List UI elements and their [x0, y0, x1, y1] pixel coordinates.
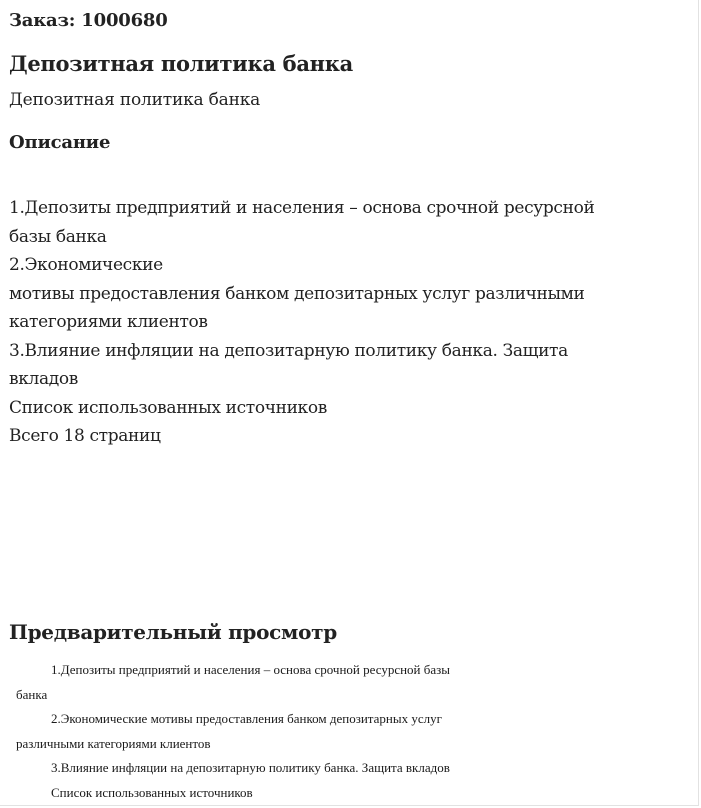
preview-text [16, 658, 498, 805]
preview-line: 1.Депозиты предприятий и населения – основа срочной ресурсной базы [51, 662, 451, 677]
description-heading: Описание [9, 132, 111, 153]
description-line: мотивы предоставления банком депозитарных услуг различными [9, 283, 585, 304]
description-line: вкладов [9, 369, 78, 389]
description-line: категориями клиентов [9, 312, 208, 332]
description-text [9, 194, 679, 451]
page-title: Депозитная политика банка [9, 51, 353, 76]
description-line: базы банка [9, 226, 107, 247]
page-subtitle: Депозитная политика банка [9, 90, 261, 110]
description-line: Список использованных источников [9, 397, 327, 418]
preview-line: банка [16, 686, 48, 702]
preview-line: Список использованных источников [51, 784, 253, 800]
preview-heading: Предварительный просмотр [9, 620, 337, 644]
preview-line: 2.Экономические мотивы предоставления банком депозитарных услуг [51, 711, 442, 726]
description-line: 3.Влияние инфляции на депозитарную политику банка. Защита [9, 340, 568, 361]
order-number: Заказ: 1000680 [9, 10, 168, 31]
preview-line: различными категориями клиентов [16, 735, 211, 751]
preview-line: 3.Влияние инфляции на депозитарную политику банка. Защита вкладов [51, 760, 450, 775]
page-count: Всего 18 страниц [9, 426, 161, 446]
description-line: 1.Депозиты предприятий и населения – основа срочной ресурсной [9, 198, 595, 218]
description-line: 2.Экономические [9, 255, 163, 275]
